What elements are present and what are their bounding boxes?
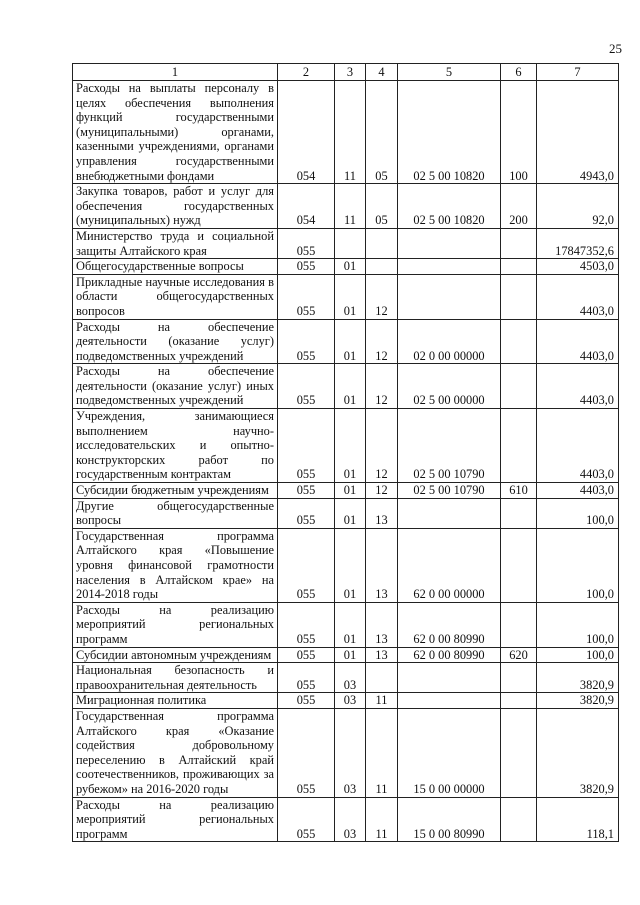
expense-type-code bbox=[501, 409, 537, 483]
ministry-code: 055 bbox=[278, 228, 335, 258]
table-row bbox=[73, 228, 619, 258]
table-row bbox=[73, 319, 619, 364]
amount: 100,0 bbox=[537, 498, 619, 528]
section-code: 11 bbox=[335, 184, 366, 229]
section-code: 03 bbox=[335, 663, 366, 693]
ministry-code: 055 bbox=[278, 259, 335, 275]
column-header: 3 bbox=[335, 64, 366, 81]
subsection-code: 12 bbox=[366, 409, 398, 483]
table-row bbox=[73, 708, 619, 797]
ministry-code: 055 bbox=[278, 483, 335, 499]
amount: 118,1 bbox=[537, 797, 619, 842]
expense-type-code bbox=[501, 259, 537, 275]
amount: 100,0 bbox=[537, 602, 619, 647]
section-code: 01 bbox=[335, 647, 366, 663]
amount: 3820,9 bbox=[537, 693, 619, 709]
section-code: 01 bbox=[335, 364, 366, 409]
expense-type-code bbox=[501, 663, 537, 693]
target-article-code: 62 0 00 00000 bbox=[398, 528, 501, 602]
table-row bbox=[73, 647, 619, 663]
subsection-code: 11 bbox=[366, 708, 398, 797]
column-header: 2 bbox=[278, 64, 335, 81]
section-code: 01 bbox=[335, 274, 366, 319]
section-code: 01 bbox=[335, 528, 366, 602]
table-row bbox=[73, 797, 619, 842]
amount: 17847352,6 bbox=[537, 228, 619, 258]
table-row bbox=[73, 528, 619, 602]
row-name: Субсидии бюджетным учреждениям bbox=[73, 483, 278, 499]
section-code: 01 bbox=[335, 259, 366, 275]
table-row bbox=[73, 693, 619, 709]
amount: 4503,0 bbox=[537, 259, 619, 275]
expense-type-code bbox=[501, 797, 537, 842]
target-article-code bbox=[398, 693, 501, 709]
amount: 100,0 bbox=[537, 528, 619, 602]
expense-type-code: 610 bbox=[501, 483, 537, 499]
ministry-code: 054 bbox=[278, 184, 335, 229]
target-article-code: 15 0 00 80990 bbox=[398, 797, 501, 842]
table-row bbox=[73, 184, 619, 229]
row-name: Прикладные научные исследования в области общегосударственных вопросов bbox=[73, 274, 278, 319]
expense-type-code: 620 bbox=[501, 647, 537, 663]
expense-type-code: 100 bbox=[501, 81, 537, 184]
subsection-code: 13 bbox=[366, 647, 398, 663]
target-article-code: 15 0 00 00000 bbox=[398, 708, 501, 797]
amount: 4403,0 bbox=[537, 483, 619, 499]
subsection-code bbox=[366, 259, 398, 275]
row-name: Миграционная политика bbox=[73, 693, 278, 709]
subsection-code: 13 bbox=[366, 528, 398, 602]
row-name: Другие общегосударственные вопросы bbox=[73, 498, 278, 528]
subsection-code: 12 bbox=[366, 364, 398, 409]
table-row bbox=[73, 663, 619, 693]
ministry-code: 054 bbox=[278, 81, 335, 184]
row-name: Субсидии автономным учреждениям bbox=[73, 647, 278, 663]
row-name: Расходы на реализацию мероприятий региональных программ bbox=[73, 797, 278, 842]
target-article-code bbox=[398, 274, 501, 319]
ministry-code: 055 bbox=[278, 647, 335, 663]
subsection-code: 05 bbox=[366, 81, 398, 184]
amount: 4403,0 bbox=[537, 319, 619, 364]
subsection-code: 11 bbox=[366, 693, 398, 709]
table-row bbox=[73, 498, 619, 528]
table-row bbox=[73, 81, 619, 184]
subsection-code: 05 bbox=[366, 184, 398, 229]
row-name: Государственная программа Алтайского края «Оказание содействия добровольному переселению в Алтайский край соотечественников, проживающих за рубежом» на 2016-2020 годы bbox=[73, 708, 278, 797]
subsection-code bbox=[366, 663, 398, 693]
column-header: 6 bbox=[501, 64, 537, 81]
table-row bbox=[73, 274, 619, 319]
amount: 3820,9 bbox=[537, 663, 619, 693]
subsection-code: 13 bbox=[366, 602, 398, 647]
ministry-code: 055 bbox=[278, 528, 335, 602]
target-article-code bbox=[398, 498, 501, 528]
section-code: 01 bbox=[335, 409, 366, 483]
column-header: 7 bbox=[537, 64, 619, 81]
amount: 4403,0 bbox=[537, 274, 619, 319]
section-code: 11 bbox=[335, 81, 366, 184]
ministry-code: 055 bbox=[278, 663, 335, 693]
target-article-code: 02 5 00 10790 bbox=[398, 409, 501, 483]
subsection-code bbox=[366, 228, 398, 258]
row-name: Расходы на обеспечение деятельности (оказание услуг) подведомственных учреждений bbox=[73, 319, 278, 364]
expense-type-code bbox=[501, 708, 537, 797]
expense-type-code bbox=[501, 602, 537, 647]
section-code: 01 bbox=[335, 498, 366, 528]
ministry-code: 055 bbox=[278, 274, 335, 319]
ministry-code: 055 bbox=[278, 409, 335, 483]
amount: 92,0 bbox=[537, 184, 619, 229]
section-code bbox=[335, 228, 366, 258]
ministry-code: 055 bbox=[278, 319, 335, 364]
amount: 100,0 bbox=[537, 647, 619, 663]
row-name: Национальная безопасность и правоохранительная деятельность bbox=[73, 663, 278, 693]
expense-type-code bbox=[501, 693, 537, 709]
section-code: 03 bbox=[335, 693, 366, 709]
amount: 3820,9 bbox=[537, 708, 619, 797]
target-article-code bbox=[398, 663, 501, 693]
ministry-code: 055 bbox=[278, 364, 335, 409]
subsection-code: 13 bbox=[366, 498, 398, 528]
row-name: Закупка товаров, работ и услуг для обеспечения государственных (муниципальных) нужд bbox=[73, 184, 278, 229]
section-code: 03 bbox=[335, 708, 366, 797]
table-row bbox=[73, 602, 619, 647]
table-row bbox=[73, 364, 619, 409]
row-name: Учреждения, занимающиеся выполнением научно-исследовательских и опытно-конструкторских работ по государственным контрактам bbox=[73, 409, 278, 483]
target-article-code: 62 0 00 80990 bbox=[398, 602, 501, 647]
target-article-code bbox=[398, 259, 501, 275]
subsection-code: 12 bbox=[366, 274, 398, 319]
section-code: 03 bbox=[335, 797, 366, 842]
amount: 4403,0 bbox=[537, 364, 619, 409]
expense-type-code bbox=[501, 228, 537, 258]
subsection-code: 12 bbox=[366, 319, 398, 364]
ministry-code: 055 bbox=[278, 797, 335, 842]
target-article-code: 62 0 00 80990 bbox=[398, 647, 501, 663]
expense-type-code bbox=[501, 364, 537, 409]
target-article-code: 02 5 00 00000 bbox=[398, 364, 501, 409]
row-name: Расходы на выплаты персоналу в целях обеспечения выполнения функций государственными (муниципальными) органами, казенными учреждениями, органами управления государственными внебюджетными фондами bbox=[73, 81, 278, 184]
expense-type-code bbox=[501, 498, 537, 528]
budget-table bbox=[72, 63, 619, 842]
table-row bbox=[73, 259, 619, 275]
target-article-code: 02 5 00 10820 bbox=[398, 81, 501, 184]
section-code: 01 bbox=[335, 319, 366, 364]
target-article-code: 02 5 00 10820 bbox=[398, 184, 501, 229]
target-article-code: 02 5 00 10790 bbox=[398, 483, 501, 499]
row-name: Министерство труда и социальной защиты Алтайского края bbox=[73, 228, 278, 258]
column-header: 1 bbox=[73, 64, 278, 81]
table-row bbox=[73, 483, 619, 499]
ministry-code: 055 bbox=[278, 708, 335, 797]
column-header: 4 bbox=[366, 64, 398, 81]
subsection-code: 11 bbox=[366, 797, 398, 842]
expense-type-code bbox=[501, 319, 537, 364]
ministry-code: 055 bbox=[278, 498, 335, 528]
page-number: 25 bbox=[609, 41, 622, 56]
expense-type-code bbox=[501, 528, 537, 602]
row-name: Расходы на обеспечение деятельности (оказание услуг) иных подведомственных учреждений bbox=[73, 364, 278, 409]
amount: 4403,0 bbox=[537, 409, 619, 483]
expense-type-code bbox=[501, 274, 537, 319]
column-header: 5 bbox=[398, 64, 501, 81]
ministry-code: 055 bbox=[278, 693, 335, 709]
subsection-code: 12 bbox=[366, 483, 398, 499]
section-code: 01 bbox=[335, 483, 366, 499]
target-article-code bbox=[398, 228, 501, 258]
table-row bbox=[73, 409, 619, 483]
row-name: Государственная программа Алтайского края «Повышение уровня финансовой грамотности населения в Алтайском крае» на 2014-2018 годы bbox=[73, 528, 278, 602]
section-code: 01 bbox=[335, 602, 366, 647]
target-article-code: 02 0 00 00000 bbox=[398, 319, 501, 364]
expense-type-code: 200 bbox=[501, 184, 537, 229]
amount: 4943,0 bbox=[537, 81, 619, 184]
row-name: Общегосударственные вопросы bbox=[73, 259, 278, 275]
ministry-code: 055 bbox=[278, 602, 335, 647]
table-header-row bbox=[73, 64, 619, 81]
row-name: Расходы на реализацию мероприятий региональных программ bbox=[73, 602, 278, 647]
